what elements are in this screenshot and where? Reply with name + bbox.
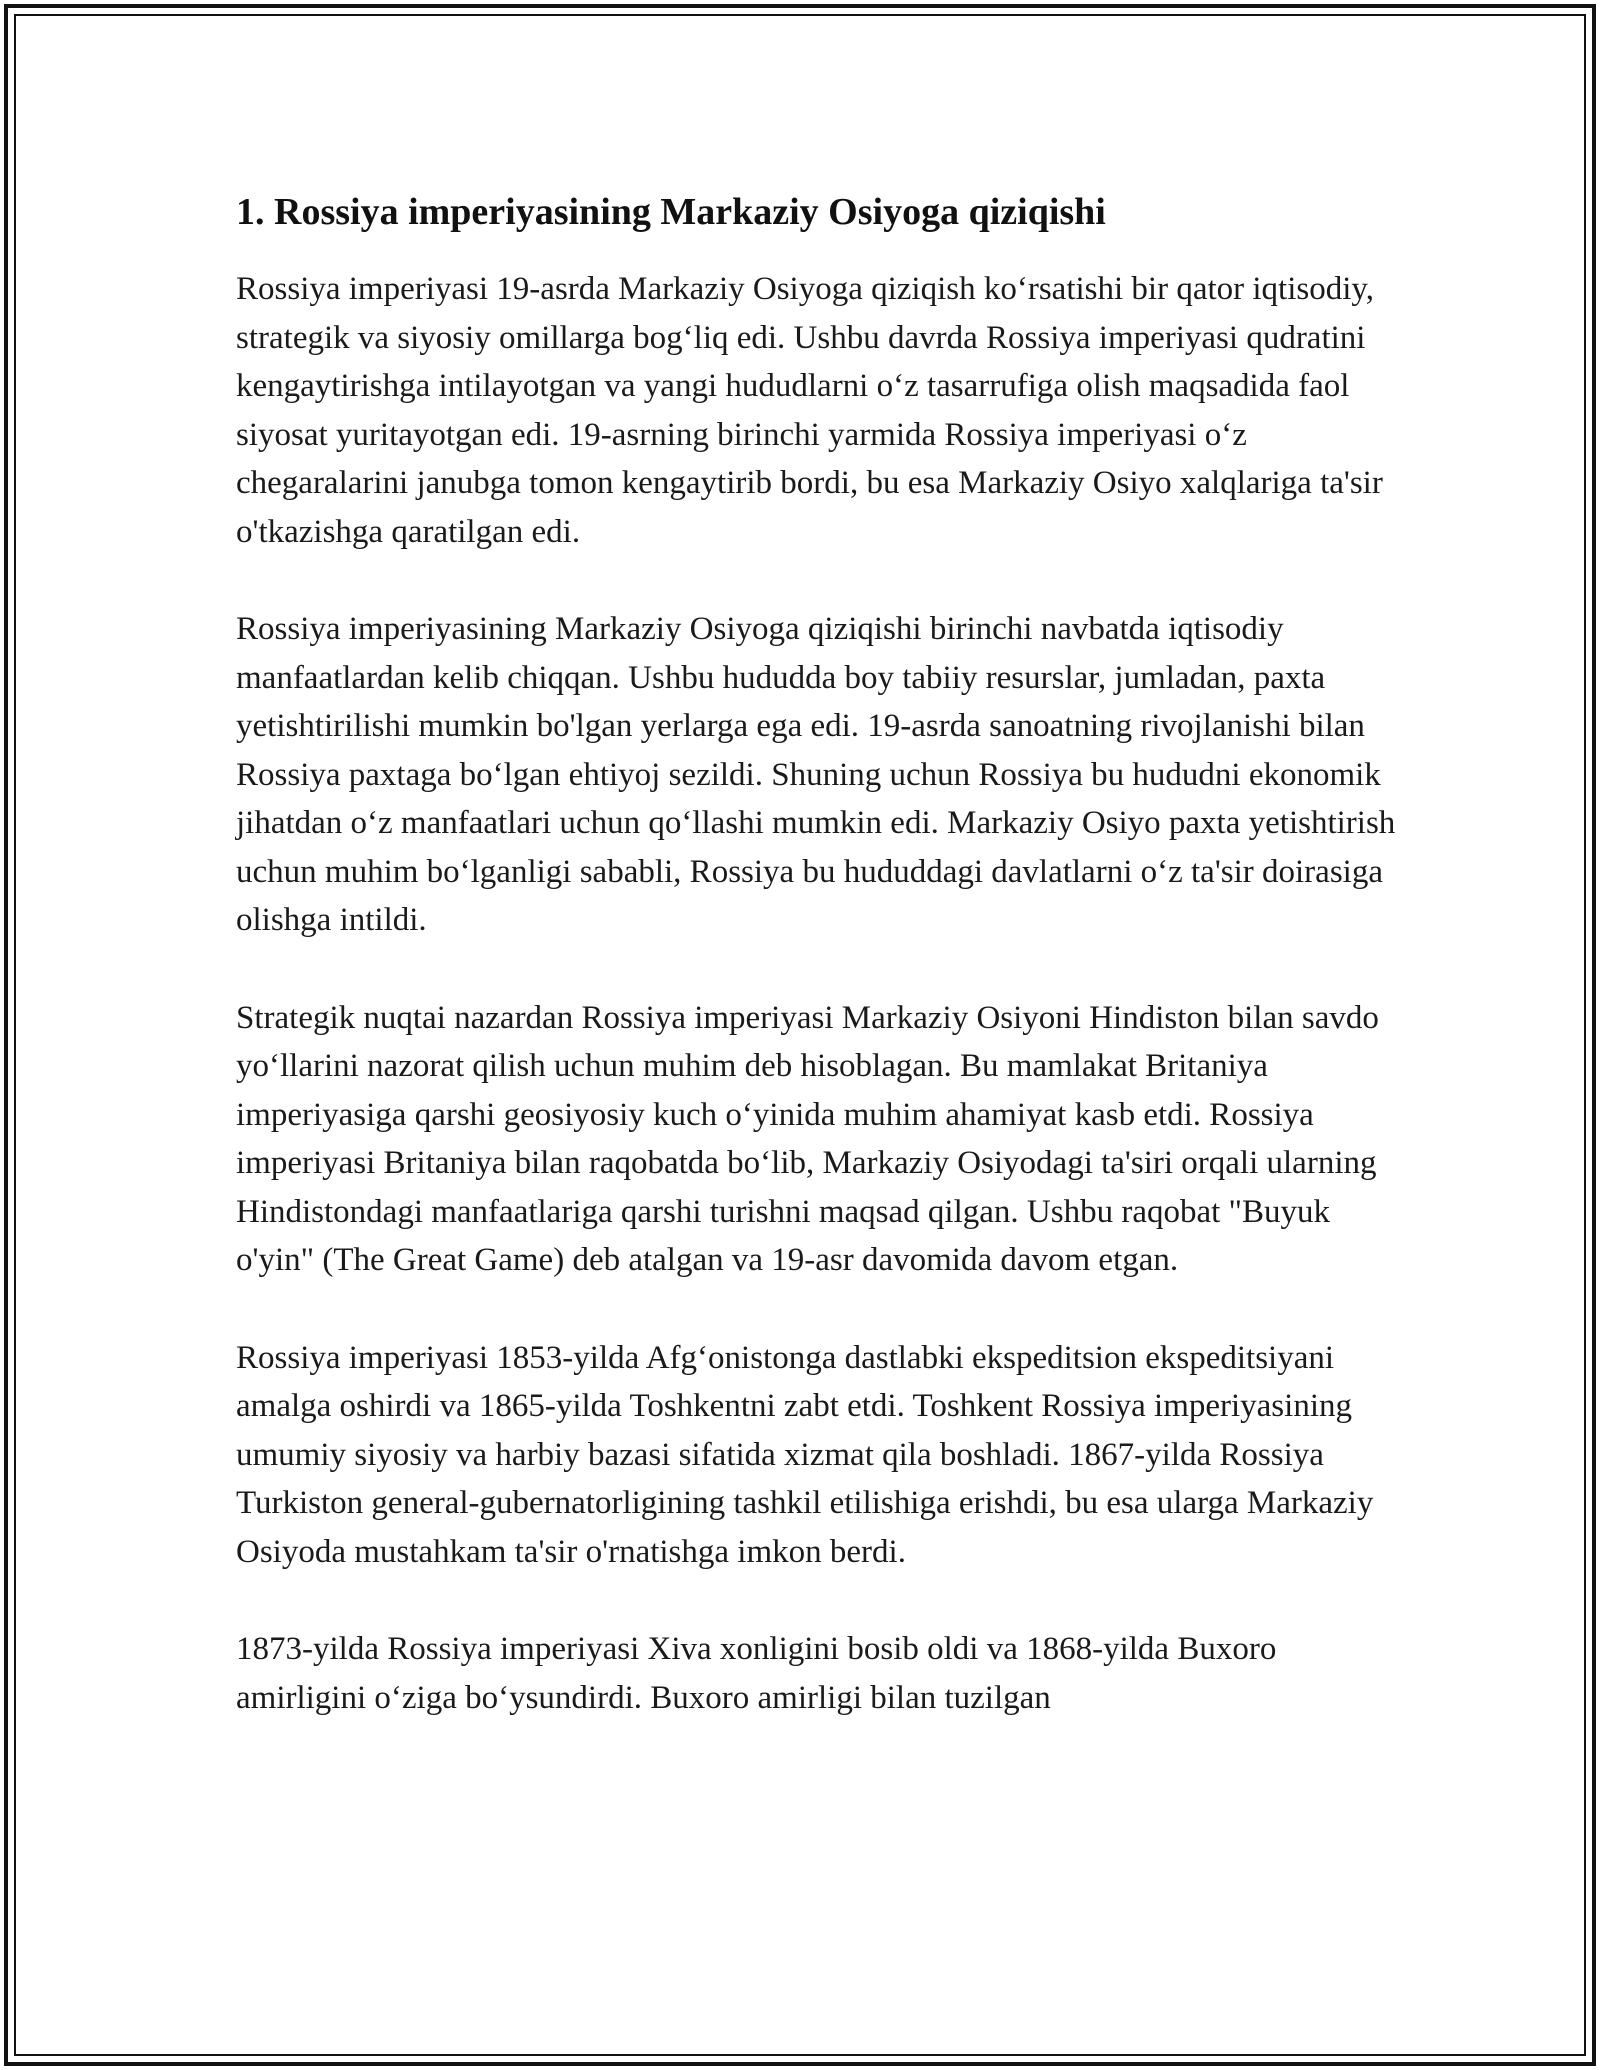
paragraph-1: Rossiya imperiyasi 19-asrda Markaziy Osiyoga qiziqish ko‘rsatishi bir qator iqtisodiy, strategik va siyosiy omillarga bog‘liq edi. Ushbu davrda Rossiya imperiyasi qudratini kengaytirishga intilayotgan va yangi hududlarni o‘z tasarrufiga olish maqsadida faol siyosat yuritayotgan edi. 19-asrning birinchi yarmida Rossiya imperiyasi o‘z chegaralarini janubga tomon kengaytirib bordi, bu esa Markaziy Osiyo xalqlariga ta'sir o'tkazishga qaratilgan edi. [236,271,1383,550]
document-body [236,186,1396,1771]
paragraph-4: Rossiya imperiyasi 1853-yilda Afg‘onistonga dastlabki ekspeditsion ekspeditsiyani amalga oshirdi va 1865-yilda Toshkentni zabt etdi. Toshkent Rossiya imperiyasining umumiy siyosiy va harbiy bazasi sifatida xizmat qila boshladi. 1867-yilda Rossiya Turkiston general-gubernatorligining tashkil etilishiga erishdi, bu esa ularga Markaziy Osiyoda mustahkam ta'sir o'rnatishga imkon berdi. [236,1339,1374,1570]
paragraph-3: Strategik nuqtai nazardan Rossiya imperiyasi Markaziy Osiyoni Hindiston bilan savdo yo‘llarini nazorat qilish uchun muhim deb hisoblagan. Bu mamlakat Britaniya imperiyasiga qarshi geosiyosiy kuch o‘yinida muhim ahamiyat kasb etdi. Rossiya imperiyasi Britaniya bilan raqobatda bo‘lib, Markaziy Osiyodagi ta'siri orqali ularning Hindistondagi manfaatlariga qarshi turishni maqsad qilgan. Ushbu raqobat "Buyuk o'yin" (The Great Game) deb atalgan va 19-asr davomida davom etgan. [236,999,1379,1278]
paragraph-2: Rossiya imperiyasining Markaziy Osiyoga qiziqishi birinchi navbatda iqtisodiy manfaatlardan kelib chiqqan. Ushbu hududda boy tabiiy resurslar, jumladan, paxta yetishtirilishi mumkin bo'lgan yerlarga ega edi. 19-asrda sanoatning rivojlanishi bilan Rossiya paxtaga bo‘lgan ehtiyoj sezildi. Shuning uchun Rossiya bu hududni ekonomik jihatdan o‘z manfaatlari uchun qo‘llashi mumkin edi. Markaziy Osiyo paxta yetishtirish uchun muhim bo‘lganligi sababli, Rossiya bu hududdagi davlatlarni o‘z ta'sir doirasiga olishga intildi. [236,611,1396,938]
paragraph-5: 1873-yilda Rossiya imperiyasi Xiva xonligini bosib oldi va 1868-yilda Buxoro amirligini o‘ziga bo‘ysundirdi. Buxoro amirligi bilan tuzilgan [236,1631,1277,1716]
section-heading: 1. Rossiya imperiyasining Markaziy Osiyoga qiziqishi [236,191,1106,233]
